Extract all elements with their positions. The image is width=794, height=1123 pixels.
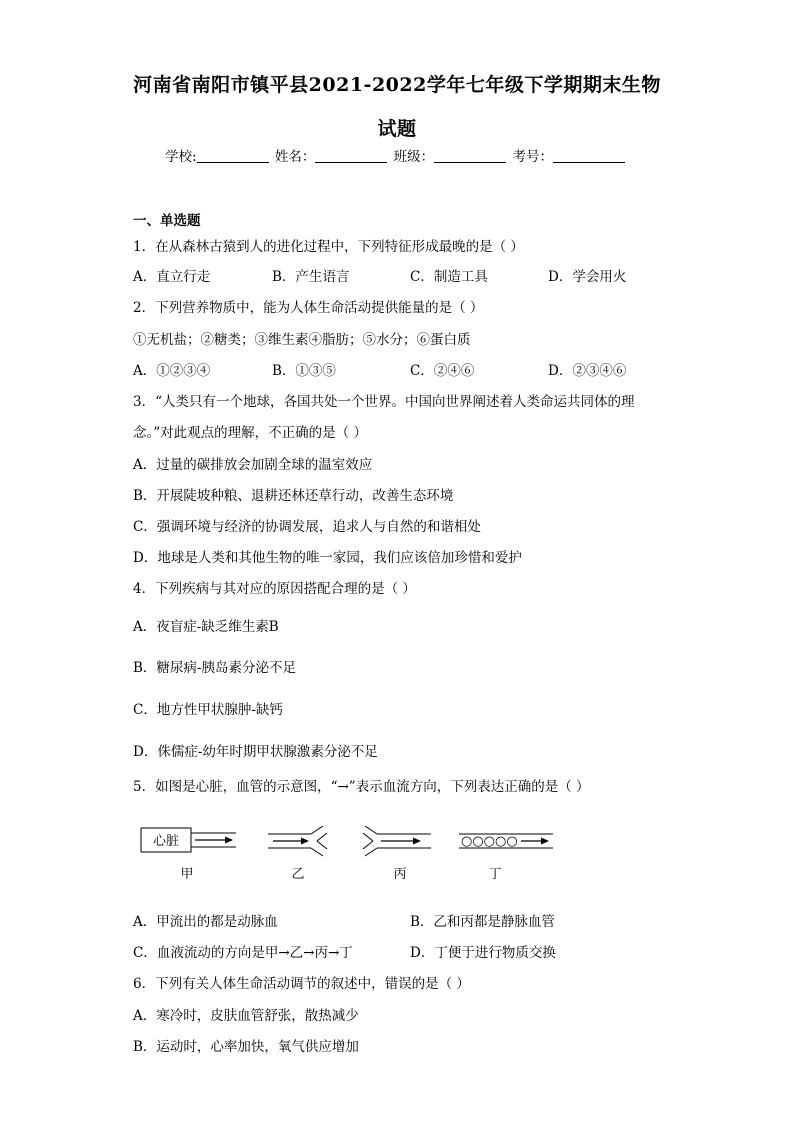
vessel-yi-branch-lower [311,848,323,856]
blood-cells-icon: ○○○○○ [461,834,518,849]
section-heading: 一、单选题 [133,213,201,229]
figure-label-bing: 丙 [393,867,407,882]
name-label: 姓名： [274,149,316,165]
figure-label-jia: 甲 [180,867,194,882]
question-4-option-d: D．侏儒症-幼年时期甲状腺激素分泌不足 [133,744,378,760]
question-5-option-b: B．乙和丙都是静脉血管 [410,914,555,930]
question-1-option-b: B．产生语言 [272,269,350,285]
question-2-option-b: B．①③⑤ [272,363,336,379]
question-3-option-d: D．地球是人类和其他生物的唯一家园，我们应该倍加珍惜和爱护 [133,550,522,566]
question-4-option-c: C．地方性甲状腺肿-缺钙 [133,702,283,718]
school-label: 学校: [165,149,197,165]
arrow-ding-icon [541,838,549,845]
question-2-option-a: A．①②③④ [133,363,211,379]
question-2-items: ①无机盐；②糖类；③维生素④脂肪；⑤水分；⑥蛋白质 [133,332,471,348]
question-3-option-c: C．强调环境与经济的协调发展，追求人与自然的和谐相处 [133,519,481,535]
question-5-option-d: D．丁便于进行物质交换 [410,945,556,961]
question-6-option-a: A．寒冷时，皮肤血管舒张，散热减少 [133,1008,359,1024]
exam-title-line1: 河南省南阳市镇平县2021-2022学年七年级下学期期末生物 [133,74,661,96]
question-2-option-c: C．②④⑥ [410,363,475,379]
vessel-yi-branch-inner-lower [317,841,327,849]
figure-label-ding: 丁 [488,867,502,882]
question-2-option-d: D．②③④⑥ [548,363,627,379]
vessel-bing-branch-lower [365,848,377,856]
question-4-option-a: A．夜盲症-缺乏维生素B [133,619,279,635]
question-1-stem: 1．在从森林古猿到人的进化过程中，下列特征形成最晚的是（ ） [133,239,524,255]
question-4-stem: 4．下列疾病与其对应的原因搭配合理的是（ ） [133,581,416,597]
question-6-stem: 6．下列有关人体生命活动调节的叙述中，错误的是（ ） [133,976,470,992]
vessel-yi-branch-inner-upper [317,833,327,841]
question-3-stem-line1: 3．“人类只有一个地球，各国共处一个世界。中国向世界阐述着人类命运共同体的理 [133,394,635,410]
question-6-option-b: B．运动时，心率加快，氧气供应增加 [133,1039,359,1055]
question-4-option-b: B．糖尿病-胰岛素分泌不足 [133,660,296,676]
question-1-option-a: A．直立行走 [133,269,211,285]
exam-title-line2: 试题 [377,118,417,140]
number-blank [553,148,625,163]
school-blank [197,148,269,163]
question-3-stem-line2: 念。”对此观点的理解，不正确的是（ ） [133,425,367,441]
arrow-bing-icon [413,838,421,845]
question-1-option-c: C．制造工具 [410,269,488,285]
question-5-stem: 5．如图是心脏，血管的示意图，“→”表示血流方向，下列表达正确的是（ ） [133,779,590,795]
class-label: 班级： [393,149,435,165]
name-blank [315,148,387,163]
arrow-yi-icon [301,838,309,845]
question-2-stem: 2．下列营养物质中，能为人体生命活动提供能量的是（ ） [133,300,484,316]
heart-vessel-diagram [133,822,573,892]
vessel-bing-branch-inner-upper [363,833,373,841]
class-blank [434,148,506,163]
student-info-row [165,145,627,165]
number-label: 考号： [512,149,553,165]
question-3-option-a: A．过量的碳排放会加剧全球的温室效应 [133,457,373,473]
question-5-option-a: A．甲流出的都是动脉血 [133,914,278,930]
arrow-jia-icon [225,837,233,844]
question-3-option-b: B．开展陡坡种粮、退耕还林还草行动，改善生态环境 [133,488,454,504]
figure-label-yi: 乙 [291,867,305,882]
vessel-bing-branch-inner-lower [363,841,373,849]
vessel-yi-branch-upper [311,826,323,834]
question-1-option-d: D．学会用火 [548,269,627,285]
heart-label: 心脏 [152,834,180,849]
question-5-option-c: C．血液流动的方向是甲→乙→丙→丁 [133,945,353,961]
vessel-bing-branch-upper [365,826,377,834]
